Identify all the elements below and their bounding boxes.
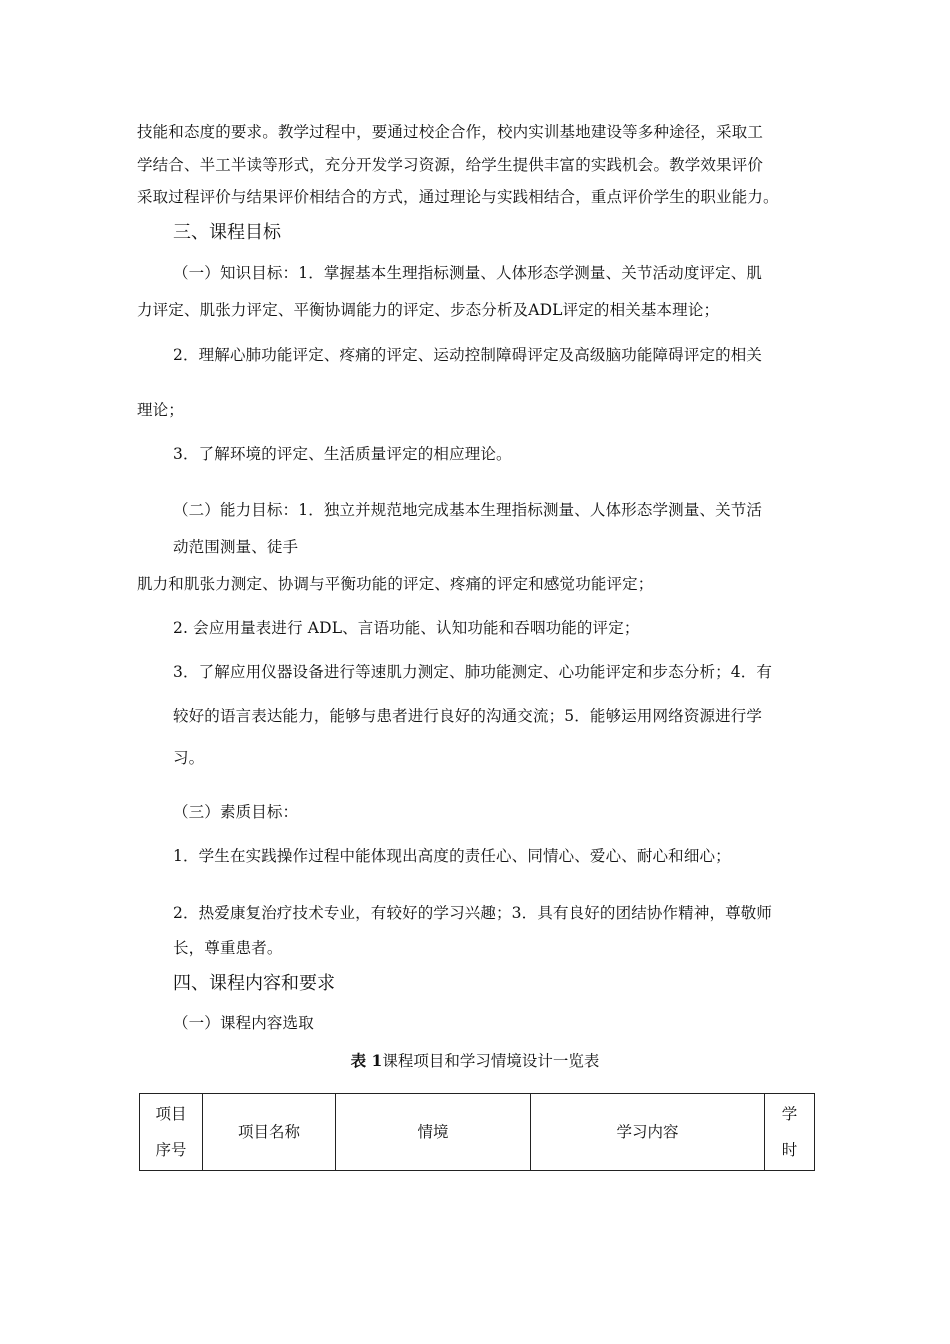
table-caption bbox=[0, 1051, 950, 1071]
header-scenario: 情境 bbox=[336, 1094, 531, 1171]
quality-line-1: （三）素质目标： bbox=[173, 803, 299, 821]
header-learning-content: 学习内容 bbox=[531, 1094, 765, 1171]
ability-line-1: （二）能力目标：1．独立并规范地完成基本生理指标测量、人体形态学测量、关节活 bbox=[173, 501, 763, 519]
knowledge-line-1: （一）知识目标：1．掌握基本生理指标测量、人体形态学测量、关节活动度评定、肌 bbox=[173, 264, 763, 282]
section-4-subtitle: （一）课程内容选取 bbox=[173, 1014, 314, 1032]
course-table bbox=[139, 1093, 815, 1171]
ability-line-3: 肌力和肌张力测定、协调与平衡功能的评定、疼痛的评定和感觉功能评定； bbox=[137, 575, 654, 593]
knowledge-line-2: 力评定、肌张力评定、平衡协调能力的评定、步态分析及ADL评定的相关基本理论； bbox=[137, 301, 720, 319]
intro-line-1: 技能和态度的要求。教学过程中，要通过校企合作，校内实训基地建设等多种途径，采取工 bbox=[137, 123, 764, 141]
ability-line-6: 较好的语言表达能力，能够与患者进行良好的沟通交流；5．能够运用网络资源进行学 bbox=[173, 707, 763, 725]
section-4-title: 四、课程内容和要求 bbox=[173, 973, 335, 994]
intro-line-3: 采取过程评价与结果评价相结合的方式，通过理论与实践相结合，重点评价学生的职业能力。 bbox=[137, 188, 779, 206]
table-caption-text: 课程项目和学习情境设计一览表 bbox=[382, 1052, 600, 1070]
knowledge-line-4: 理论； bbox=[137, 401, 184, 419]
knowledge-line-5: 3．了解环境的评定、生活质量评定的相应理论。 bbox=[173, 445, 512, 463]
quality-line-4: 长，尊重患者。 bbox=[173, 939, 283, 957]
intro-line-2: 学结合、半工半读等形式，充分开发学习资源，给学生提供丰富的实践机会。教学效果评价 bbox=[137, 156, 764, 174]
header-item-number: 项目序号 bbox=[140, 1094, 203, 1171]
ability-line-7: 习。 bbox=[173, 749, 205, 767]
ability-line-2: 动范围测量、徒手 bbox=[173, 538, 299, 556]
ability-line-5: 3．了解应用仪器设备进行等速肌力测定、肺功能测定、心功能评定和步态分析；4．有 bbox=[173, 663, 773, 681]
ability-line-4: 2. 会应用量表进行 ADL、言语功能、认知功能和吞咽功能的评定； bbox=[173, 619, 640, 637]
quality-line-2: 1．学生在实践操作过程中能体现出高度的责任心、同情心、爱心、耐心和细心； bbox=[173, 847, 731, 865]
header-class-hours: 学时 bbox=[765, 1094, 815, 1171]
knowledge-line-3: 2．理解心肺功能评定、疼痛的评定、运动控制障碍评定及高级脑功能障碍评定的相关 bbox=[173, 346, 763, 364]
header-item-name: 项目名称 bbox=[203, 1094, 336, 1171]
table-caption-number: 表 1 bbox=[350, 1051, 383, 1070]
quality-line-3: 2．热爱康复治疗技术专业，有较好的学习兴趣；3．具有良好的团结协作精神，尊敬师 bbox=[173, 904, 773, 922]
section-3-title: 三、课程目标 bbox=[173, 222, 281, 243]
table-header-row bbox=[140, 1094, 815, 1171]
